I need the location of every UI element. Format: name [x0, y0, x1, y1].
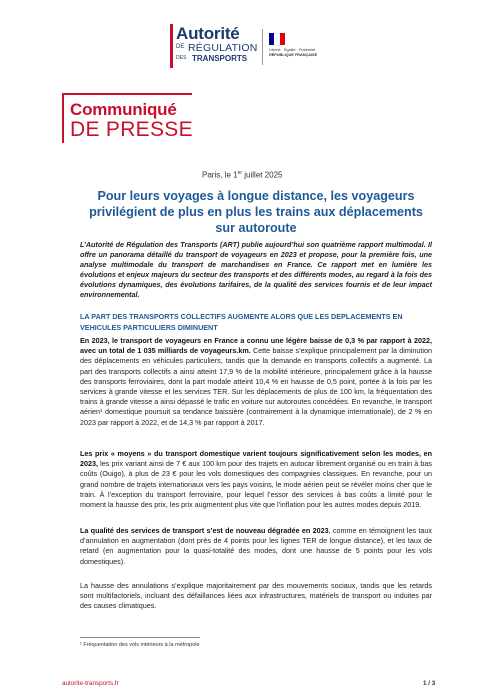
rf-motto: Liberté · Égalité · Fraternité — [269, 48, 316, 52]
section-heading: LA PART DES TRANSPORTS COLLECTIFS AUGMENTE ALORS QUE LES DEPLACEMENTS EN VEHICULES PARTICULIERS DIMINUENT — [80, 312, 403, 332]
paragraph-4 — [80, 581, 432, 612]
banner-communique: Communiqué — [70, 100, 177, 119]
footnote: ¹ Fréquentation des vols intérieurs à la métropole — [80, 642, 200, 648]
dateline: Paris, le 1er juillet 2025 — [202, 170, 283, 180]
banner-side-rule — [62, 95, 64, 143]
paragraph-2-bold: Les prix « moyens » du transport domestique varient toujours significativement selon les modes, en 2023, — [80, 449, 432, 469]
paragraph-3-bold: La qualité des services de transport s’est de nouveau dégradée en 2023 — [80, 526, 329, 535]
logo-des: DES — [176, 55, 187, 61]
art-logo — [170, 24, 320, 74]
footer-website-link[interactable]: autorite-transports.fr — [62, 680, 119, 687]
footnote-rule — [80, 637, 200, 638]
logo-transports: TRANSPORTS — [192, 54, 248, 63]
paragraph-3 — [80, 526, 432, 567]
paragraph-1-text: Cette baisse s’explique principalement par la diminution des déplacements en véhicules particuliers, tandis que la demande en transports collectifs a augmenté. La part des transports collectifs a ainsi atteint 17,9 % de la mobilité intérieure, principalement grâce à la hausse des transports ferroviaires, dont la part modale atteint 10,4 % en hausse de 0,5 point, portée à la fois par les services à grande vitesse et les services TER. Sur les déplacements de plus de 100 km, la fréquentation des trains à grande vitesse a ainsi dépassé le trafic en voiture sur autoroutes concédées. En revanche, le transport aérien¹ domestique poursuit sa tendance baissière (contrairement à la dynamique internationale), de 2 % en 2023 par rapport à 2022, et de 14,3 % par rapport à 2017. — [80, 346, 432, 427]
banner-de-presse: DE PRESSE — [70, 118, 193, 141]
paragraph-1 — [80, 336, 432, 428]
page-number: 1 / 3 — [423, 680, 436, 687]
logo-separator — [262, 29, 263, 65]
paragraph-3-text: , comme en témoignent les taux d’annulation en augmentation (dont près de 4 points pour les lignes TER de longue distance), et les taux de retard (en augmentation pour la quasi-totalité des modes, dont une hausse de 5 points pour les vols domestiques). — [80, 526, 432, 566]
logo-autorite: Autorité — [176, 24, 240, 43]
paragraph-1-bold: En 2023, le transport de voyageurs en France a connu une légère baisse de 0,3 % par rapport à 2022, avec un total de 1 035 milliards de voyageurs.km. — [80, 336, 432, 356]
press-release-title: Pour leurs voyages à longue distance, les voyageurs privilégient de plus en plus les trains aux déplacements sur autoroute — [89, 189, 423, 235]
lead-paragraph: L’Autorité de Régulation des Transports (ART) publie aujourd’hui son quatrième rapport multimodal. Il offre un panorama détaillé du transport de voyageurs en 2023 et propose, pour la première fois, une analyse multimodale du transport de marchandises en France. Ce rapport met en lumière les évolutions et enjeux majeurs du secteur des transports et des différents modes, au regard à la fois des évolutions dynamiques, des évolutions tarifaires, de la qualité des services fournis et de leur impact environnemental. — [80, 240, 432, 300]
logo-regulation: RÉGULATION — [188, 42, 258, 54]
banner-top-rule — [62, 93, 192, 95]
paragraph-2 — [80, 449, 432, 510]
rf-name: RÉPUBLIQUE FRANÇAISE — [269, 53, 318, 57]
paragraph-2-text: les prix variant ainsi de 7 € aux 100 km pour des trajets en autocar librement organisé ou en train à bas coûts (Ouigo), à plus de 23 € pour les vols domestiques des compagnies classiques. En revanche, pour un grand nombre de trajets internationaux vers les pays voisins, le mode aérien peut se révéler moins cher que le train. À l’exception du transport ferroviaire, pour lequel l’essor des services à bas coûts a limité pour le moment la hausse des prix, les prix augmentent plus vite que l’inflation pour les autres modes depuis 2019. — [80, 459, 432, 510]
logo-de: DE — [176, 44, 185, 50]
logo-red-bar — [170, 24, 173, 68]
french-flag-icon — [269, 33, 285, 45]
paragraph-4-text: La hausse des annulations s’explique majoritairement par des mouvements sociaux, tandis que les retards sont multifactoriels, incluant des défaillances liées aux infrastructures, matériels de transport ou induites par des causes climatiques. — [80, 581, 432, 611]
